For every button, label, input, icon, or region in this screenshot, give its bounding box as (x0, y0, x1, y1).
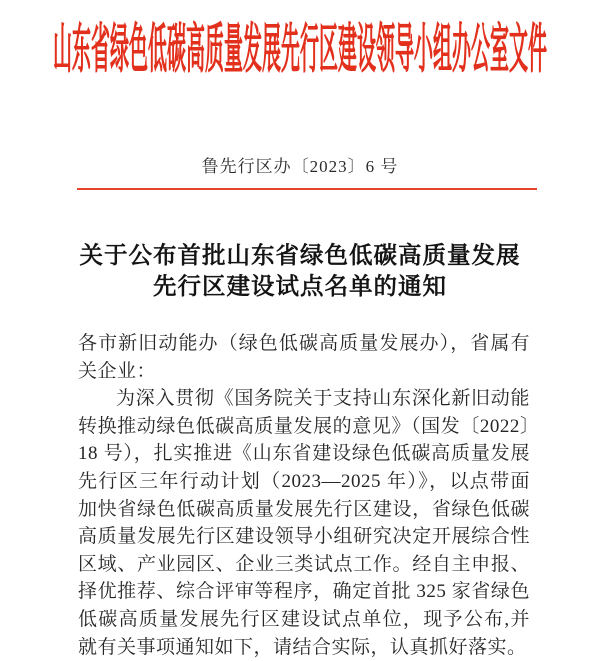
salutation-line: 各市新旧动能办（绿色低碳高质量发展办），省属有关企业： (78, 333, 530, 382)
document-masthead (0, 0, 600, 81)
document-title (0, 240, 600, 302)
document-body (0, 330, 600, 661)
document-title-line-1: 关于公布首批山东省绿色低碳高质量发展 (79, 242, 521, 268)
document-header-title: 山东省绿色低碳高质量发展先行区建设领导小组办公室文件 (52, 22, 547, 81)
red-divider-line (77, 188, 537, 190)
body-paragraph: 为深入贯彻《国务院关于支持山东深化新旧动能转换推动绿色低碳高质量发展的意见》（国发〔2022〕18 号），扎实推进《山东省建设绿色低碳高质量发展先行区三年行动计划（2023—2025 年）》，以点带面加快省绿色低碳高质量发展先行区建设，省绿色低碳高质量发展先行区建设领导小组研究决定开展综合性区域、产业园区、企业三类试点工作。经自主申报、择优推荐、综合评审等程序，确定首批 325 家省绿色低碳高质量发展先行区建设试点单位，现予公布,并就有关事项通知如下，请结合实际，认真抓好落实。 (78, 388, 530, 658)
document-title-line-2: 先行区建设试点名单的通知 (153, 273, 447, 299)
document-number: 鲁先行区办〔2023〕6 号 (201, 157, 399, 176)
